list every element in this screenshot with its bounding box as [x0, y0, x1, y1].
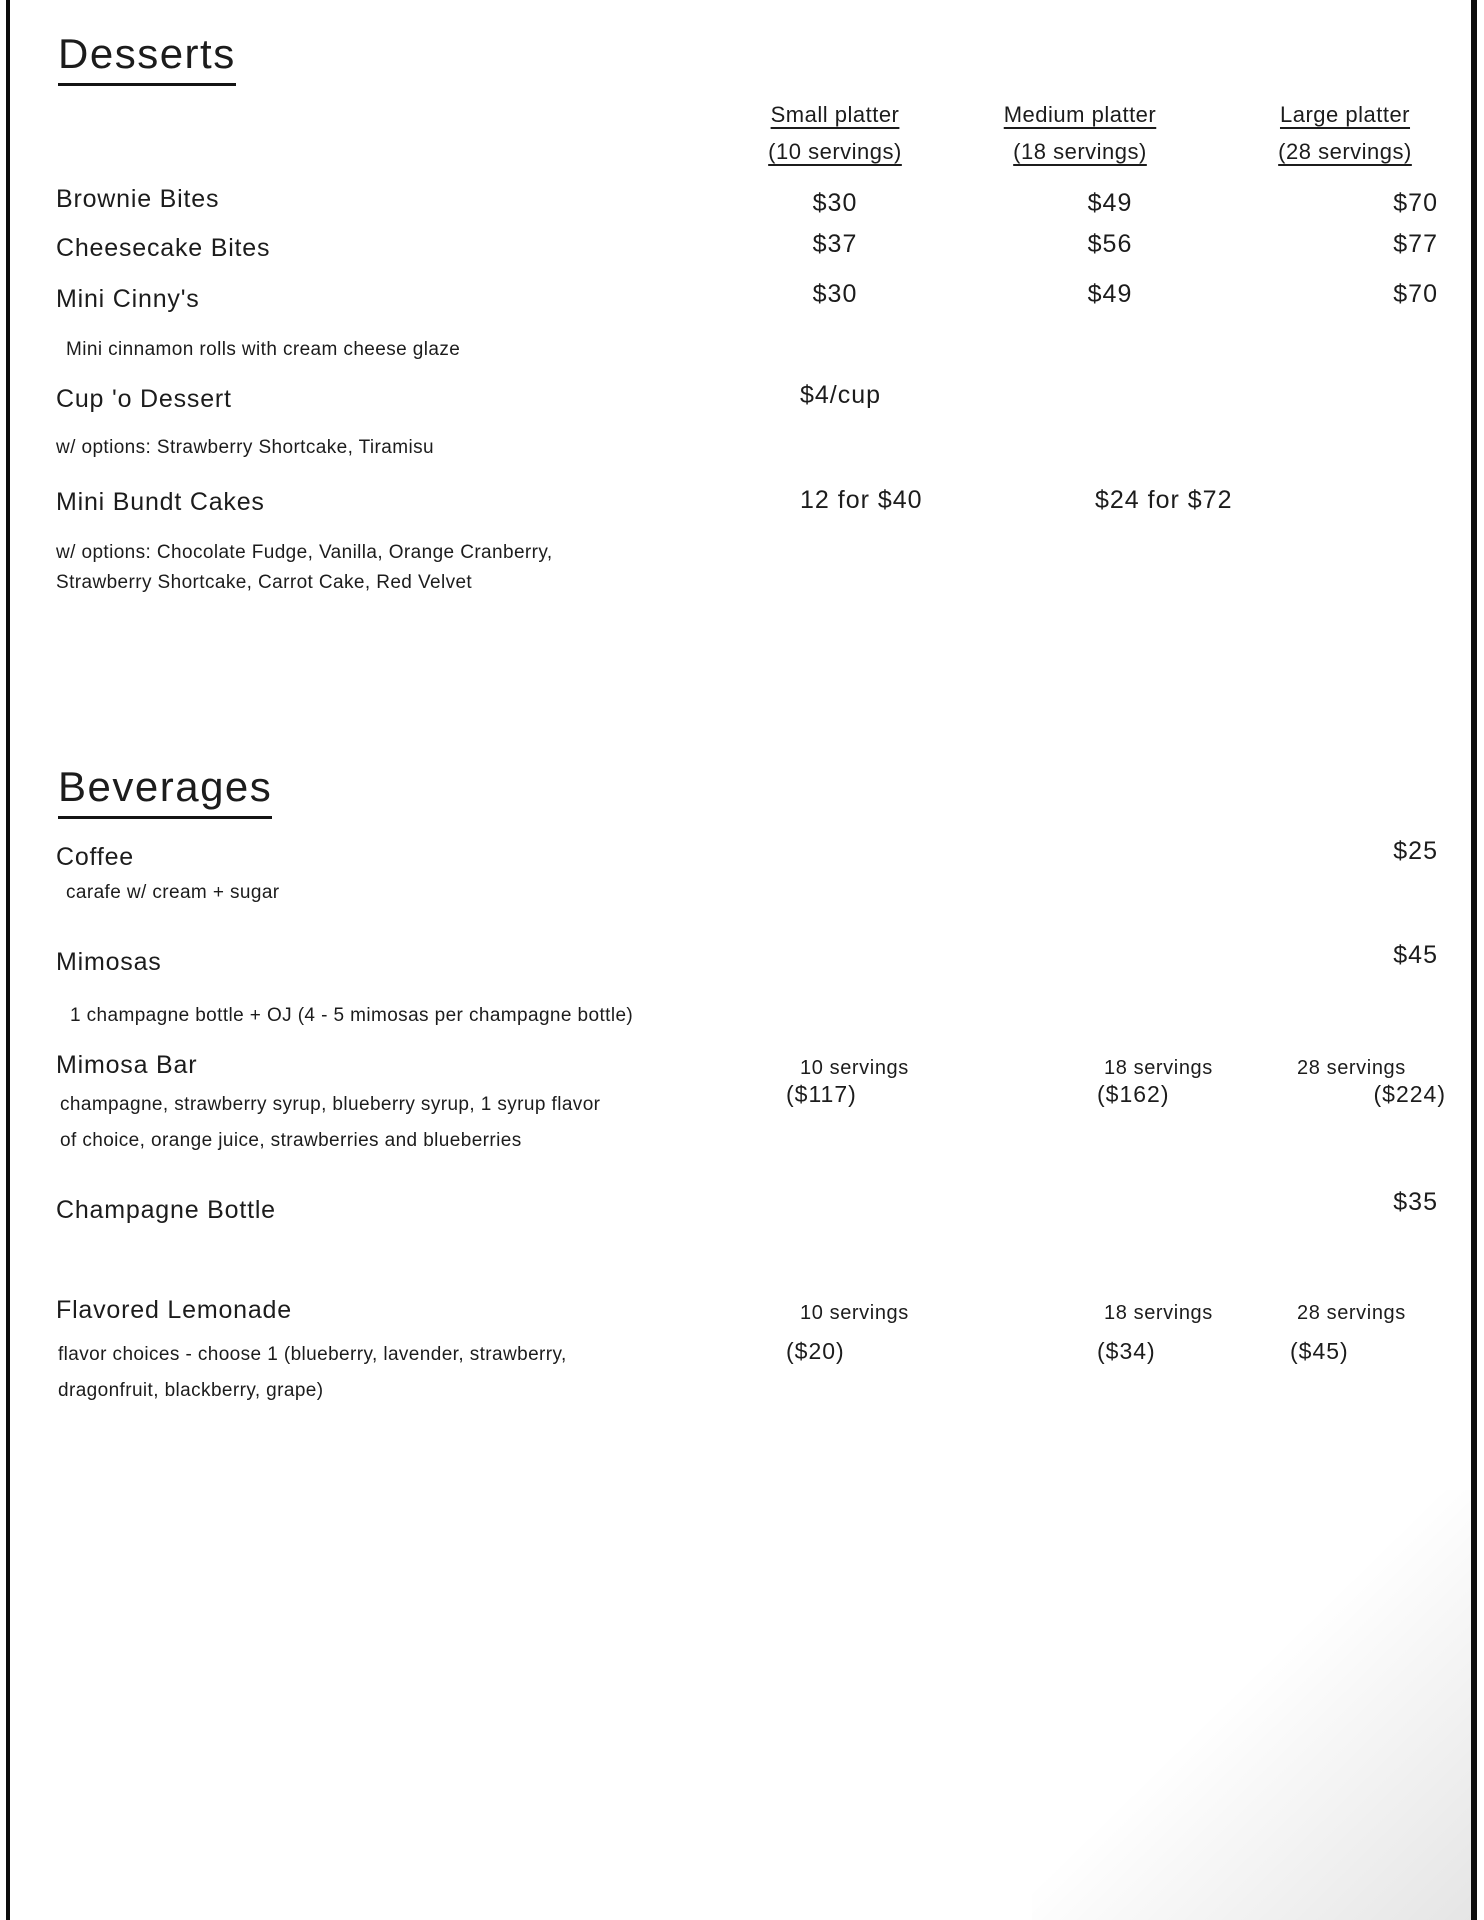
mini-cinnys-name: Mini Cinny's: [56, 285, 200, 313]
flavored-lemonade-tier-medium: [1097, 1300, 1213, 1365]
mimosas-name: Mimosas: [56, 948, 162, 976]
coffee-name: Coffee: [56, 843, 135, 871]
champagne-bottle-name: Champagne Bottle: [56, 1196, 276, 1224]
flavored-lemonade-description: [58, 1337, 567, 1409]
tier-price: ($45): [1290, 1338, 1349, 1364]
mimosa-bar-tier-small: [786, 1055, 909, 1108]
tier-price: ($34): [1097, 1338, 1156, 1364]
mimosa-bar-tier-large: [1290, 1055, 1446, 1108]
mimosas-price: $45: [1393, 941, 1438, 969]
column-header-servings: (18 servings): [1013, 139, 1147, 164]
brownie-bites-price-large: $70: [1393, 189, 1438, 217]
column-header-large-platter: [1250, 96, 1440, 170]
cup-o-dessert-price: $4/cup: [800, 381, 882, 409]
coffee-price: $25: [1393, 837, 1438, 865]
mimosas-description: 1 champagne bottle + OJ (4 - 5 mimosas per champagne bottle): [70, 1005, 634, 1026]
tier-servings: 18 servings: [1104, 1302, 1213, 1324]
mini-cinnys-description: Mini cinnamon rolls with cream cheese glaze: [66, 339, 461, 360]
description-line: of choice, orange juice, strawberries and blueberries: [60, 1130, 522, 1151]
column-header-label: Small platter: [770, 102, 900, 127]
tier-servings: 10 servings: [800, 1057, 909, 1079]
column-header-servings: (10 servings): [768, 139, 902, 164]
page-curl-shadow: [1032, 1490, 1472, 1920]
cup-o-dessert-name: Cup 'o Dessert: [56, 385, 232, 413]
coffee-description: carafe w/ cream + sugar: [66, 882, 280, 903]
tier-servings: 10 servings: [800, 1302, 909, 1324]
cheesecake-bites-price-medium: $56: [1087, 230, 1133, 258]
mini-cinnys-price-medium: $49: [1087, 280, 1133, 308]
mimosa-bar-description: [60, 1087, 600, 1159]
brownie-bites-name: Brownie Bites: [56, 185, 220, 213]
tier-price: ($224): [1373, 1081, 1446, 1107]
tier-servings: 28 servings: [1297, 1057, 1406, 1079]
flavored-lemonade-tier-small: [786, 1300, 909, 1365]
tier-servings: 28 servings: [1297, 1302, 1406, 1324]
description-line: flavor choices - choose 1 (blueberry, lavender, strawberry,: [58, 1344, 567, 1365]
mini-cinnys-price-large: $70: [1393, 280, 1438, 308]
cheesecake-bites-name: Cheesecake Bites: [56, 234, 271, 262]
cup-o-dessert-description: w/ options: Strawberry Shortcake, Tiramisu: [56, 437, 434, 458]
description-line: w/ options: Chocolate Fudge, Vanilla, Orange Cranberry,: [56, 542, 553, 563]
column-header-label: Medium platter: [1003, 102, 1157, 127]
tier-servings: 18 servings: [1104, 1057, 1213, 1079]
desserts-section-title: Desserts: [58, 30, 236, 86]
cheesecake-bites-price-small: $37: [812, 230, 858, 258]
tier-price: ($117): [786, 1081, 857, 1107]
tier-price: ($162): [1097, 1081, 1170, 1107]
mini-bundt-cakes-description: [56, 538, 553, 598]
flavored-lemonade-name: Flavored Lemonade: [56, 1296, 292, 1324]
column-header-medium-platter: [1000, 96, 1160, 170]
brownie-bites-price-medium: $49: [1087, 189, 1133, 217]
mimosa-bar-tier-medium: [1097, 1055, 1213, 1108]
champagne-bottle-price: $35: [1393, 1188, 1438, 1216]
description-line: dragonfruit, blackberry, grape): [58, 1380, 324, 1401]
brownie-bites-price-small: $30: [812, 189, 858, 217]
mini-bundt-cakes-price-medium: $24 for $72: [1095, 486, 1233, 514]
column-header-servings: (28 servings): [1278, 139, 1412, 164]
cheesecake-bites-price-large: $77: [1393, 230, 1438, 258]
mini-bundt-cakes-price-small: 12 for $40: [800, 486, 923, 514]
tier-price: ($20): [786, 1338, 845, 1364]
description-line: champagne, strawberry syrup, blueberry syrup, 1 syrup flavor: [60, 1094, 601, 1115]
column-header-label: Large platter: [1279, 102, 1411, 127]
page-left-edge: [6, 0, 10, 1920]
mimosa-bar-name: Mimosa Bar: [56, 1051, 198, 1079]
mini-bundt-cakes-name: Mini Bundt Cakes: [56, 488, 265, 516]
mini-cinnys-price-small: $30: [812, 280, 858, 308]
flavored-lemonade-tier-large: [1290, 1300, 1446, 1365]
column-header-small-platter: [755, 96, 915, 170]
description-line: Strawberry Shortcake, Carrot Cake, Red Velvet: [56, 572, 473, 593]
beverages-section-title: Beverages: [58, 763, 272, 819]
